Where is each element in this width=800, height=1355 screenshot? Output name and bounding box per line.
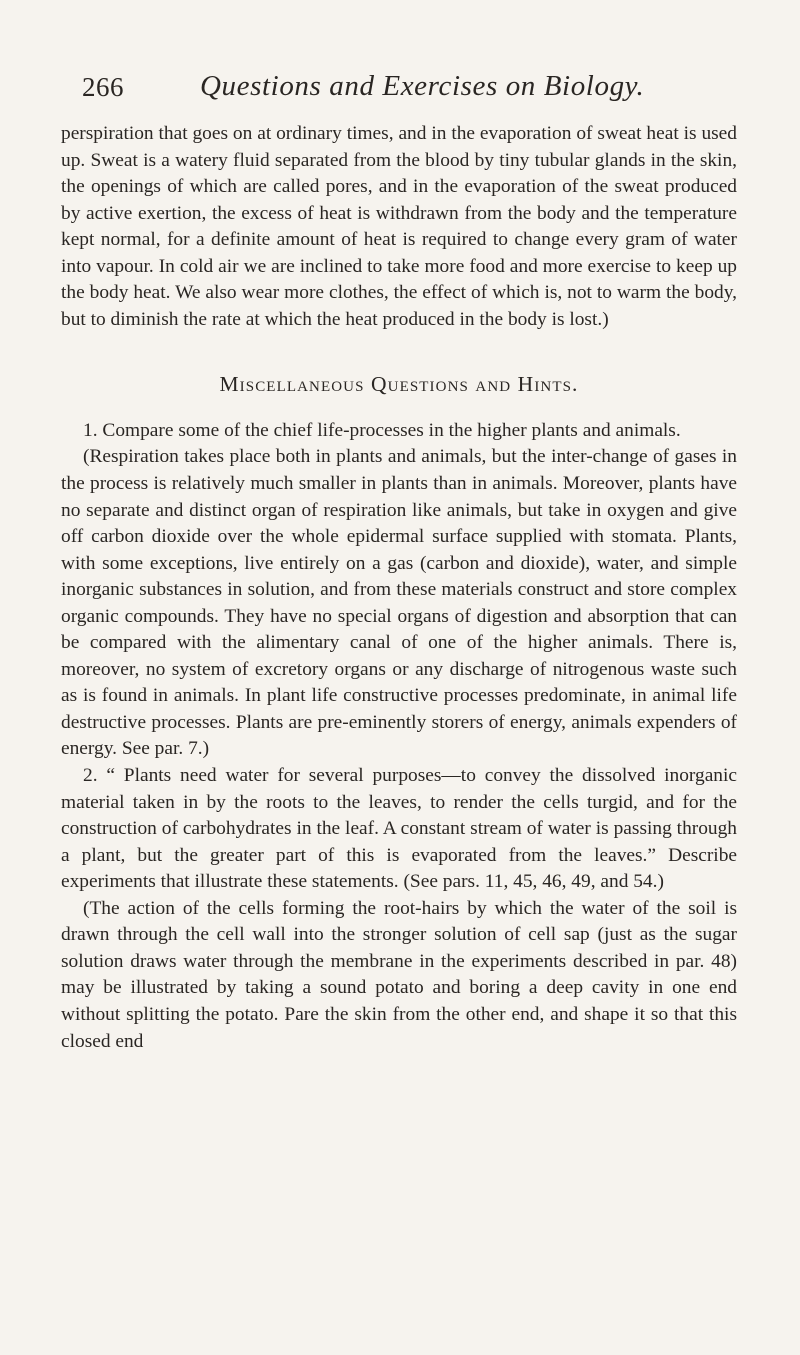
answer-1: (Respiration takes place both in plants and animals, but the inter-change of gases in the process is relatively much smaller in plants than in animals. Moreover, plants have no separate and distinct organ of respiration like animals, but take in oxygen and give off carbon dioxide over the whole epidermal surface supplied with stomata. Plants, with some exceptions, live entirely on a gas (carbon and dioxide), water, and simple inorganic substances in solution, and from these materials construct and store complex organic compounds. They have no special organs of digestion and absorption that can be compared with the alimentary canal of one of the higher animals. There is, moreover, no system of excretory organs or any discharge of nitrogenous waste such as is found in animals. In plant life constructive processes predominate, in animal life destructive processes. Plants are pre-eminently storers of energy, animals expenders of energy. See par. 7.) <box>61 446 737 760</box>
answer-2: (The action of the cells forming the root-hairs by which the water of the soil is drawn through the cell wall into the stronger solution of cell sap (just as the sugar solution draws water through the membrane in the experiments described in par. 48) may be illustrated by taking a sound potato and boring a deep cavity in one end without splitting the potato. Pare the skin from the other end, and shape it so that this closed end <box>61 897 737 1052</box>
section-heading: Miscellaneous Questions and Hints. <box>219 372 579 397</box>
page-number: 266 <box>82 72 124 102</box>
question-2: 2. “ Plants need water for several purposes—to convey the dissolved inorganic material taken in by the roots to the leaves, to render the cells turgid, and for the construction of carbohydrates in the leaf. A constant stream of water is passing through a plant, but the greater part of this is evaporated from the leaves.” Describe experiments that illustrate these statements. (See pars. 11, 45, 46, 49, and 54.) <box>61 765 737 893</box>
page-body <box>61 121 737 1055</box>
page-header <box>82 60 732 110</box>
opening-paragraph: perspiration that goes on at ordinary times, and in the evaporation of sweat heat is used up. Sweat is a watery fluid separated from the blood by tiny tubular glands in the skin, the openings of which are called pores, and in the evaporation of the sweat produced by active exertion, the excess of heat is withdrawn from the body and the temperature kept normal, for a definite amount of heat is required to change every gram of water into vapour. In cold air we are inclined to take more food and more exercise to keep up the body heat. We also wear more clothes, the effect of which is, not to warm the body, but to diminish the rate at which the heat produced in the body is lost.) <box>61 123 737 330</box>
question-1: 1. Compare some of the chief life-processes in the higher plants and animals. <box>83 419 681 441</box>
running-title: Questions and Exercises on Biology. <box>200 70 645 102</box>
